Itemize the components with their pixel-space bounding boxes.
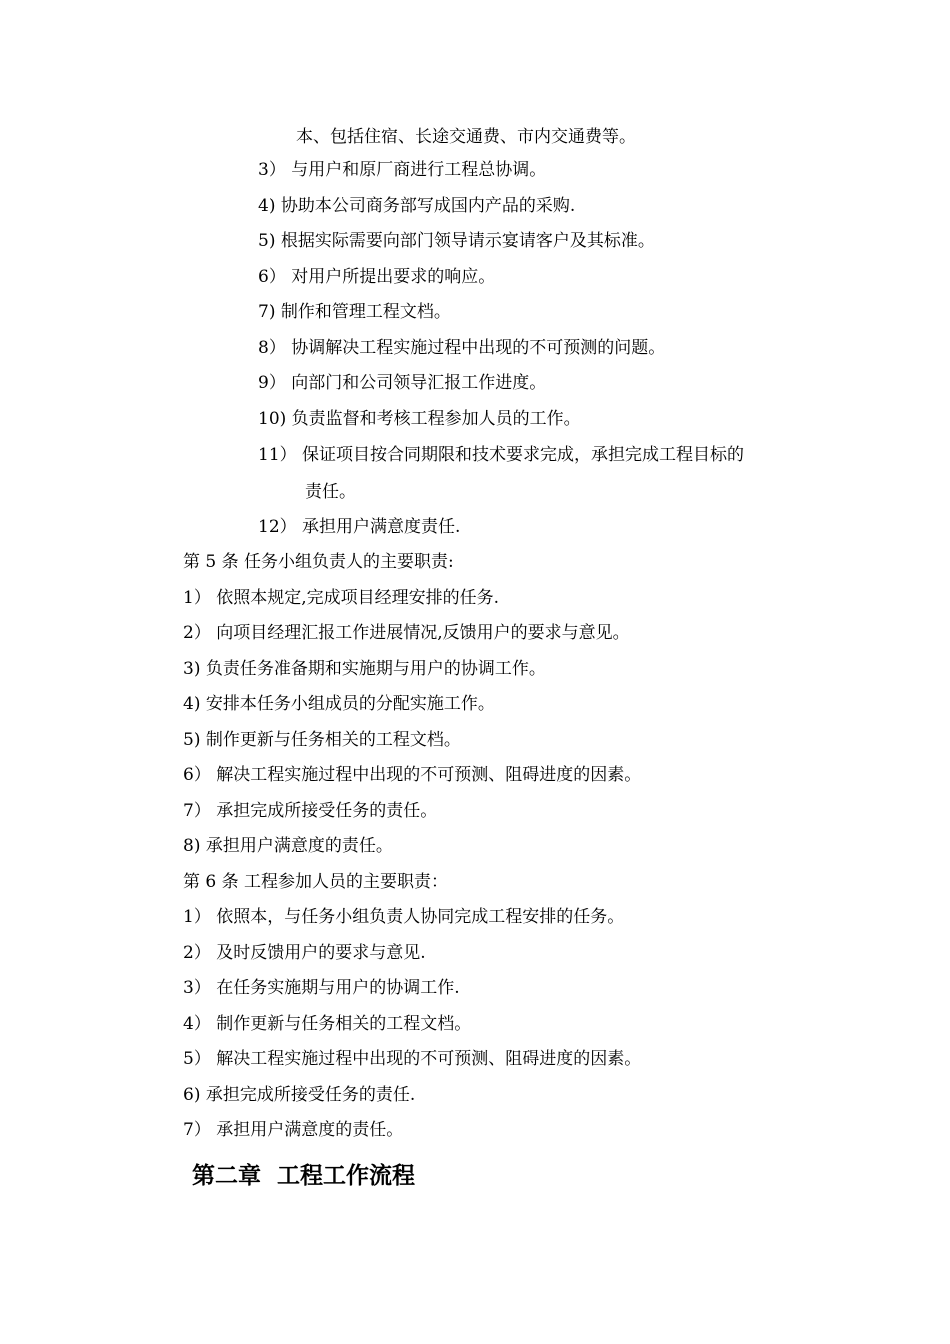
list-item-wrap: 责任。 xyxy=(305,482,356,502)
list-item: 8) 承担用户满意度的责任。 xyxy=(183,836,393,856)
list-item: 5) 制作更新与任务相关的工程文档。 xyxy=(183,730,461,750)
list-item: 6） 对用户所提出要求的响应。 xyxy=(258,267,496,287)
list-item: 7） 承担完成所接受任务的责任。 xyxy=(183,801,438,821)
list-item: 7） 承担用户满意度的责任。 xyxy=(183,1120,404,1140)
chapter-number: 第二章 xyxy=(192,1163,261,1189)
list-item: 1） 依照本，与任务小组负责人协同完成工程安排的任务。 xyxy=(183,907,625,927)
chapter-heading xyxy=(192,1160,415,1192)
list-item: 4) 协助本公司商务部写成国内产品的采购. xyxy=(258,196,576,216)
list-item: 7) 制作和管理工程文档。 xyxy=(258,302,451,322)
list-item: 1） 依照本规定,完成项目经理安排的任务. xyxy=(183,588,500,608)
list-item: 4） 制作更新与任务相关的工程文档。 xyxy=(183,1014,472,1034)
article-6-title: 第 6 条 工程参加人员的主要职责： xyxy=(183,872,449,892)
list-item: 8） 协调解决工程实施过程中出现的不可预测的问题。 xyxy=(258,338,666,358)
list-item: 5） 解决工程实施过程中出现的不可预测、阻碍进度的因素。 xyxy=(183,1049,642,1069)
article-5-title: 第 5 条 任务小组负责人的主要职责: xyxy=(183,552,454,572)
list-item: 9） 向部门和公司领导汇报工作进度。 xyxy=(258,373,547,393)
list-item: 11） 保证项目按合同期限和技术要求完成，承担完成工程目标的 xyxy=(258,445,745,465)
list-item: 12） 承担用户满意度责任. xyxy=(258,517,461,537)
chapter-title: 工程工作流程 xyxy=(277,1163,415,1189)
list-item: 4) 安排本任务小组成员的分配实施工作。 xyxy=(183,694,495,714)
list-item: 3） 与用户和原厂商进行工程总协调。 xyxy=(258,160,547,180)
list-item: 10) 负责监督和考核工程参加人员的工作。 xyxy=(258,409,581,429)
list-item: 6) 承担完成所接受任务的责任. xyxy=(183,1085,416,1105)
list-item: 6） 解决工程实施过程中出现的不可预测、阻碍进度的因素。 xyxy=(183,765,642,785)
list-item: 3） 在任务实施期与用户的协调工作. xyxy=(183,978,460,998)
continuation-first-line: 本、包括住宿、长途交通费、市内交通费等。 xyxy=(296,127,636,147)
list-item: 2） 及时反馈用户的要求与意见. xyxy=(183,943,426,963)
list-item: 3) 负责任务准备期和实施期与用户的协调工作。 xyxy=(183,659,546,679)
list-item: 2） 向项目经理汇报工作进展情况,反馈用户的要求与意见。 xyxy=(183,623,630,643)
list-item: 5) 根据实际需要向部门领导请示宴请客户及其标准。 xyxy=(258,231,655,251)
